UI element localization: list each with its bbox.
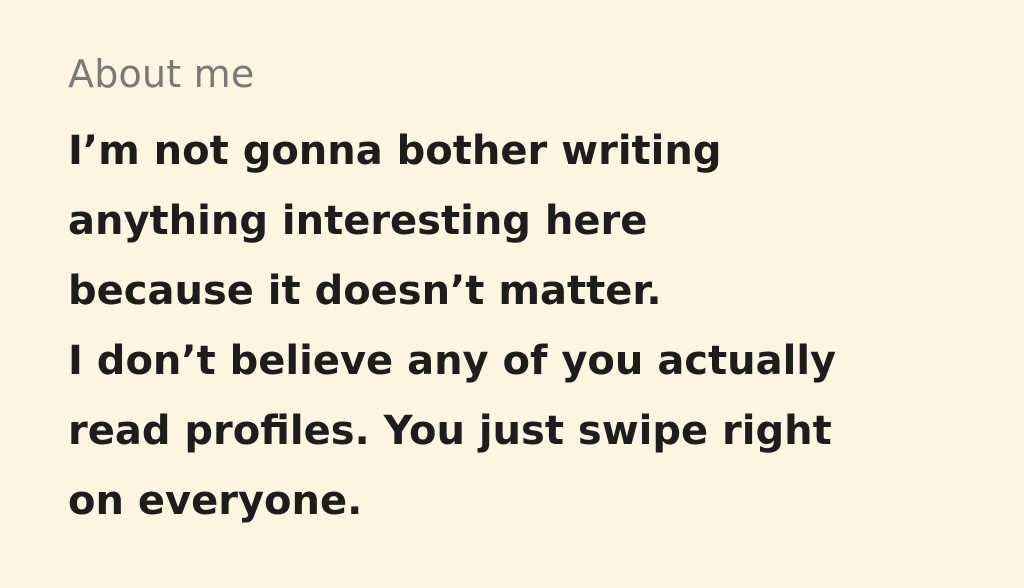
bio-line: I’m not gonna bother writing bbox=[68, 128, 722, 174]
about-me-bio bbox=[68, 116, 964, 536]
bio-line: I don’t believe any of you actually bbox=[68, 338, 837, 384]
bio-line: anything interesting here bbox=[68, 198, 648, 244]
bio-line: read profiles. You just swipe right bbox=[68, 408, 832, 454]
about-me-heading: About me bbox=[68, 52, 255, 96]
bio-line: because it doesn’t matter. bbox=[68, 268, 662, 314]
bio-line: on everyone. bbox=[68, 478, 363, 524]
